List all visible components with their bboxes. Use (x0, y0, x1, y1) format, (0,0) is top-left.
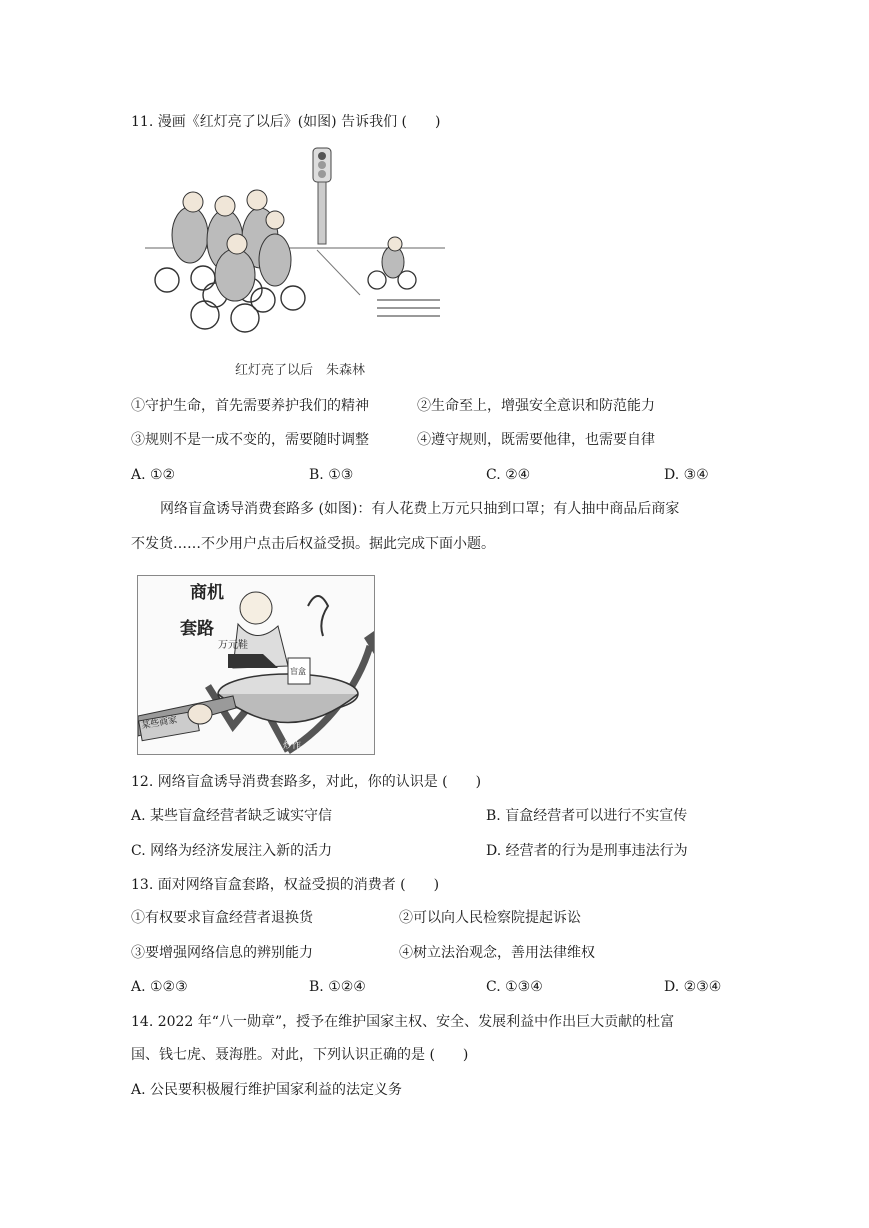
q11-option-d: D. ③④ (664, 467, 709, 483)
cartoon-label-trick: 套路 (180, 619, 214, 639)
q13-option-d: D. ②③④ (664, 979, 722, 995)
q12-option-a: A. 某些盲盒经营者缺乏诚实守信 (131, 808, 333, 824)
q13-stem: 13. 面对网络盲盒套路，权益受损的消费者 ( ) (131, 877, 440, 893)
q11-cartoon (145, 140, 445, 350)
material-line-2: 不发货……不少用户点击后权益受损。据此完成下面小题。 (131, 536, 495, 552)
q12-option-b: B. 盲盒经营者可以进行不实宣传 (486, 808, 688, 824)
cartoon-label-shoe: 万元鞋 (218, 640, 248, 651)
q14-stem-line-1: 14. 2022 年“八一勋章”，授予在维护国家主权、安全、发展利益中作出巨大贡献的杜富 (131, 1014, 675, 1030)
q13-statement-4: ④树立法治观念，善用法律维权 (399, 945, 595, 961)
cartoon-label-box: 盲盒 (290, 667, 306, 676)
q13-statement-2: ②可以向人民检察院提起诉讼 (399, 910, 581, 926)
q12-option-c: C. 网络为经济发展注入新的活力 (131, 843, 333, 859)
q13-option-a: A. ①②③ (131, 979, 188, 995)
q11-option-b: B. ①③ (309, 467, 354, 483)
cartoon-label-opportunity: 商机 (190, 583, 224, 603)
q14-option-a: A. 公民要积极履行维护国家利益的法定义务 (131, 1082, 403, 1098)
q12-stem: 12. 网络盲盒诱导消费套路多，对此，你的认识是 ( ) (131, 774, 482, 790)
cartoon-label-merchant: 某些商家 (140, 715, 179, 732)
q13-option-c: C. ①③④ (486, 979, 543, 995)
q11-statement-4: ④遵守规则，既需要他律，也需要自律 (417, 432, 655, 448)
q11-option-a: A. ①② (131, 467, 176, 483)
q13-statement-1: ①有权要求盲盒经营者退换货 (131, 910, 313, 926)
q13-statement-3: ③要增强网络信息的辨别能力 (131, 945, 313, 961)
q12-option-d: D. 经营者的行为是刑事违法行为 (486, 843, 688, 859)
q11-statement-1: ①守护生命，首先需要养护我们的精神 (131, 398, 369, 414)
q13-option-b: B. ①②④ (309, 979, 366, 995)
q11-statement-3: ③规则不是一成不变的，需要随时调整 (131, 432, 369, 448)
blind-box-cartoon (137, 575, 375, 755)
q11-figure-caption: 红灯亮了以后 朱森林 (235, 363, 366, 378)
q14-stem-line-2: 国、钱七虎、聂海胜。对此，下列认识正确的是 ( ) (131, 1047, 469, 1063)
cartoon-label-hype: 炒作 (283, 741, 302, 751)
q11-option-c: C. ②④ (486, 467, 531, 483)
q11-statement-2: ②生命至上，增强安全意识和防范能力 (417, 398, 655, 414)
material-line-1: 网络盲盒诱导消费套路多 (如图)：有人花费上万元只抽到口罩；有人抽中商品后商家 (160, 501, 680, 517)
q11-stem: 11. 漫画《红灯亮了以后》(如图) 告诉我们 ( ) (131, 114, 441, 130)
